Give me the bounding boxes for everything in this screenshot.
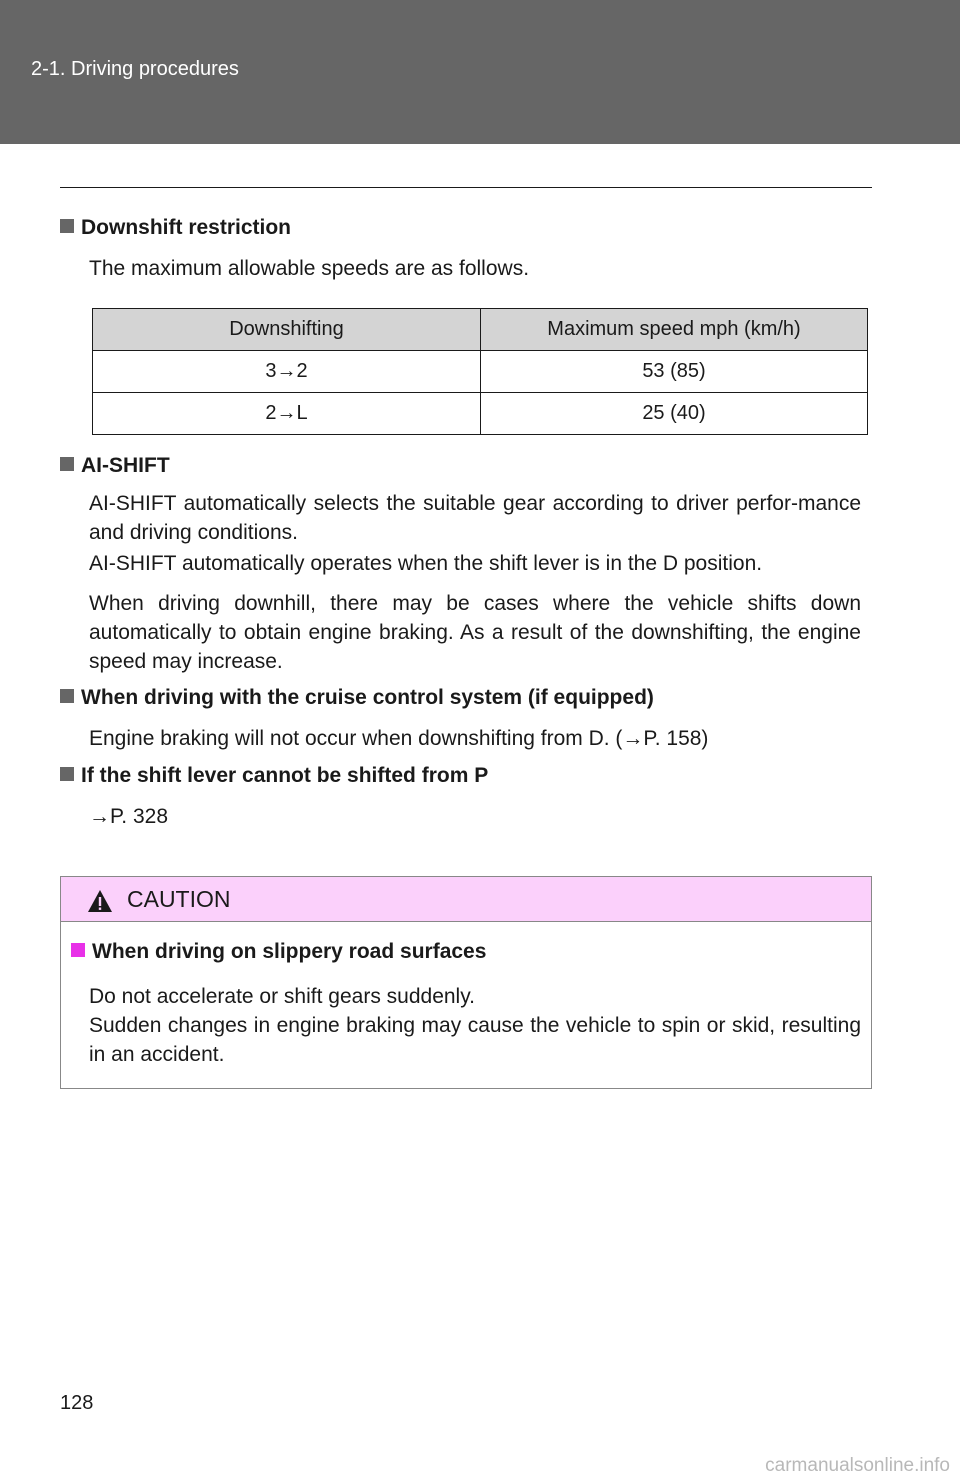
top-divider [60,187,872,188]
heading-text: If the shift lever cannot be shifted from P [81,764,489,787]
aishift-paragraph-3: When driving downhill, there may be cases where the vehicle shifts down automatically to obtain engine braking. As a result of the downshifting, the engine speed may increase. [89,592,861,673]
warning-triangle-icon [87,889,113,913]
column-header-max-speed: Maximum speed mph (km/h) [481,309,868,351]
caution-line-1: Do not accelerate or shift gears suddenly. [89,985,475,1008]
caution-line-2: Sudden changes in engine braking may cause the vehicle to spin or skid, resulting in an accident. [89,1014,861,1066]
cruise-text: Engine braking will not occur when downshifting from D. (→P. 158) [89,727,709,750]
section-heading-shift-lever [60,764,488,788]
table-header-row [93,309,868,351]
table-cell: 53 (85) [481,351,868,393]
section-heading-cruise [60,686,654,710]
aishift-paragraph-2: AI-SHIFT automatically operates when the shift lever is in the D position. [89,552,763,575]
page-number: 128 [60,1392,94,1414]
downshift-speed-table [92,308,868,435]
table-cell: 3→2 [93,351,481,393]
column-header-downshifting: Downshifting [93,309,481,351]
caution-box [60,876,872,1089]
shift-lever-ref: →P. 328 [89,805,169,828]
heading-text: AI-SHIFT [81,454,170,477]
caution-body [89,982,861,1069]
chapter-title: 2-1. Driving procedures [31,58,239,80]
table-cell: 2→L [93,393,481,435]
square-bullet-icon [60,767,74,781]
caution-title: CAUTION [127,886,231,912]
square-bullet-icon [60,689,74,703]
square-bullet-icon [71,943,85,957]
downshift-intro: The maximum allowable speeds are as follows. [89,257,530,280]
table-row [93,351,868,393]
heading-text: When driving on slippery road surfaces [92,940,487,963]
table-row [93,393,868,435]
watermark: carmanualsonline.info [765,1455,950,1476]
aishift-paragraph-1: AI-SHIFT automatically selects the suitable gear according to driver perfor-mance and driving conditions. [89,492,861,544]
section-heading-downshift [60,216,291,240]
square-bullet-icon [60,219,74,233]
section-heading-aishift [60,454,170,478]
page-header [0,0,960,144]
caution-header [61,877,871,922]
caution-subheading [71,940,486,964]
heading-text: Downshift restriction [81,216,292,239]
heading-text: When driving with the cruise control system (if equipped) [81,686,654,709]
square-bullet-icon [60,457,74,471]
table-cell: 25 (40) [481,393,868,435]
